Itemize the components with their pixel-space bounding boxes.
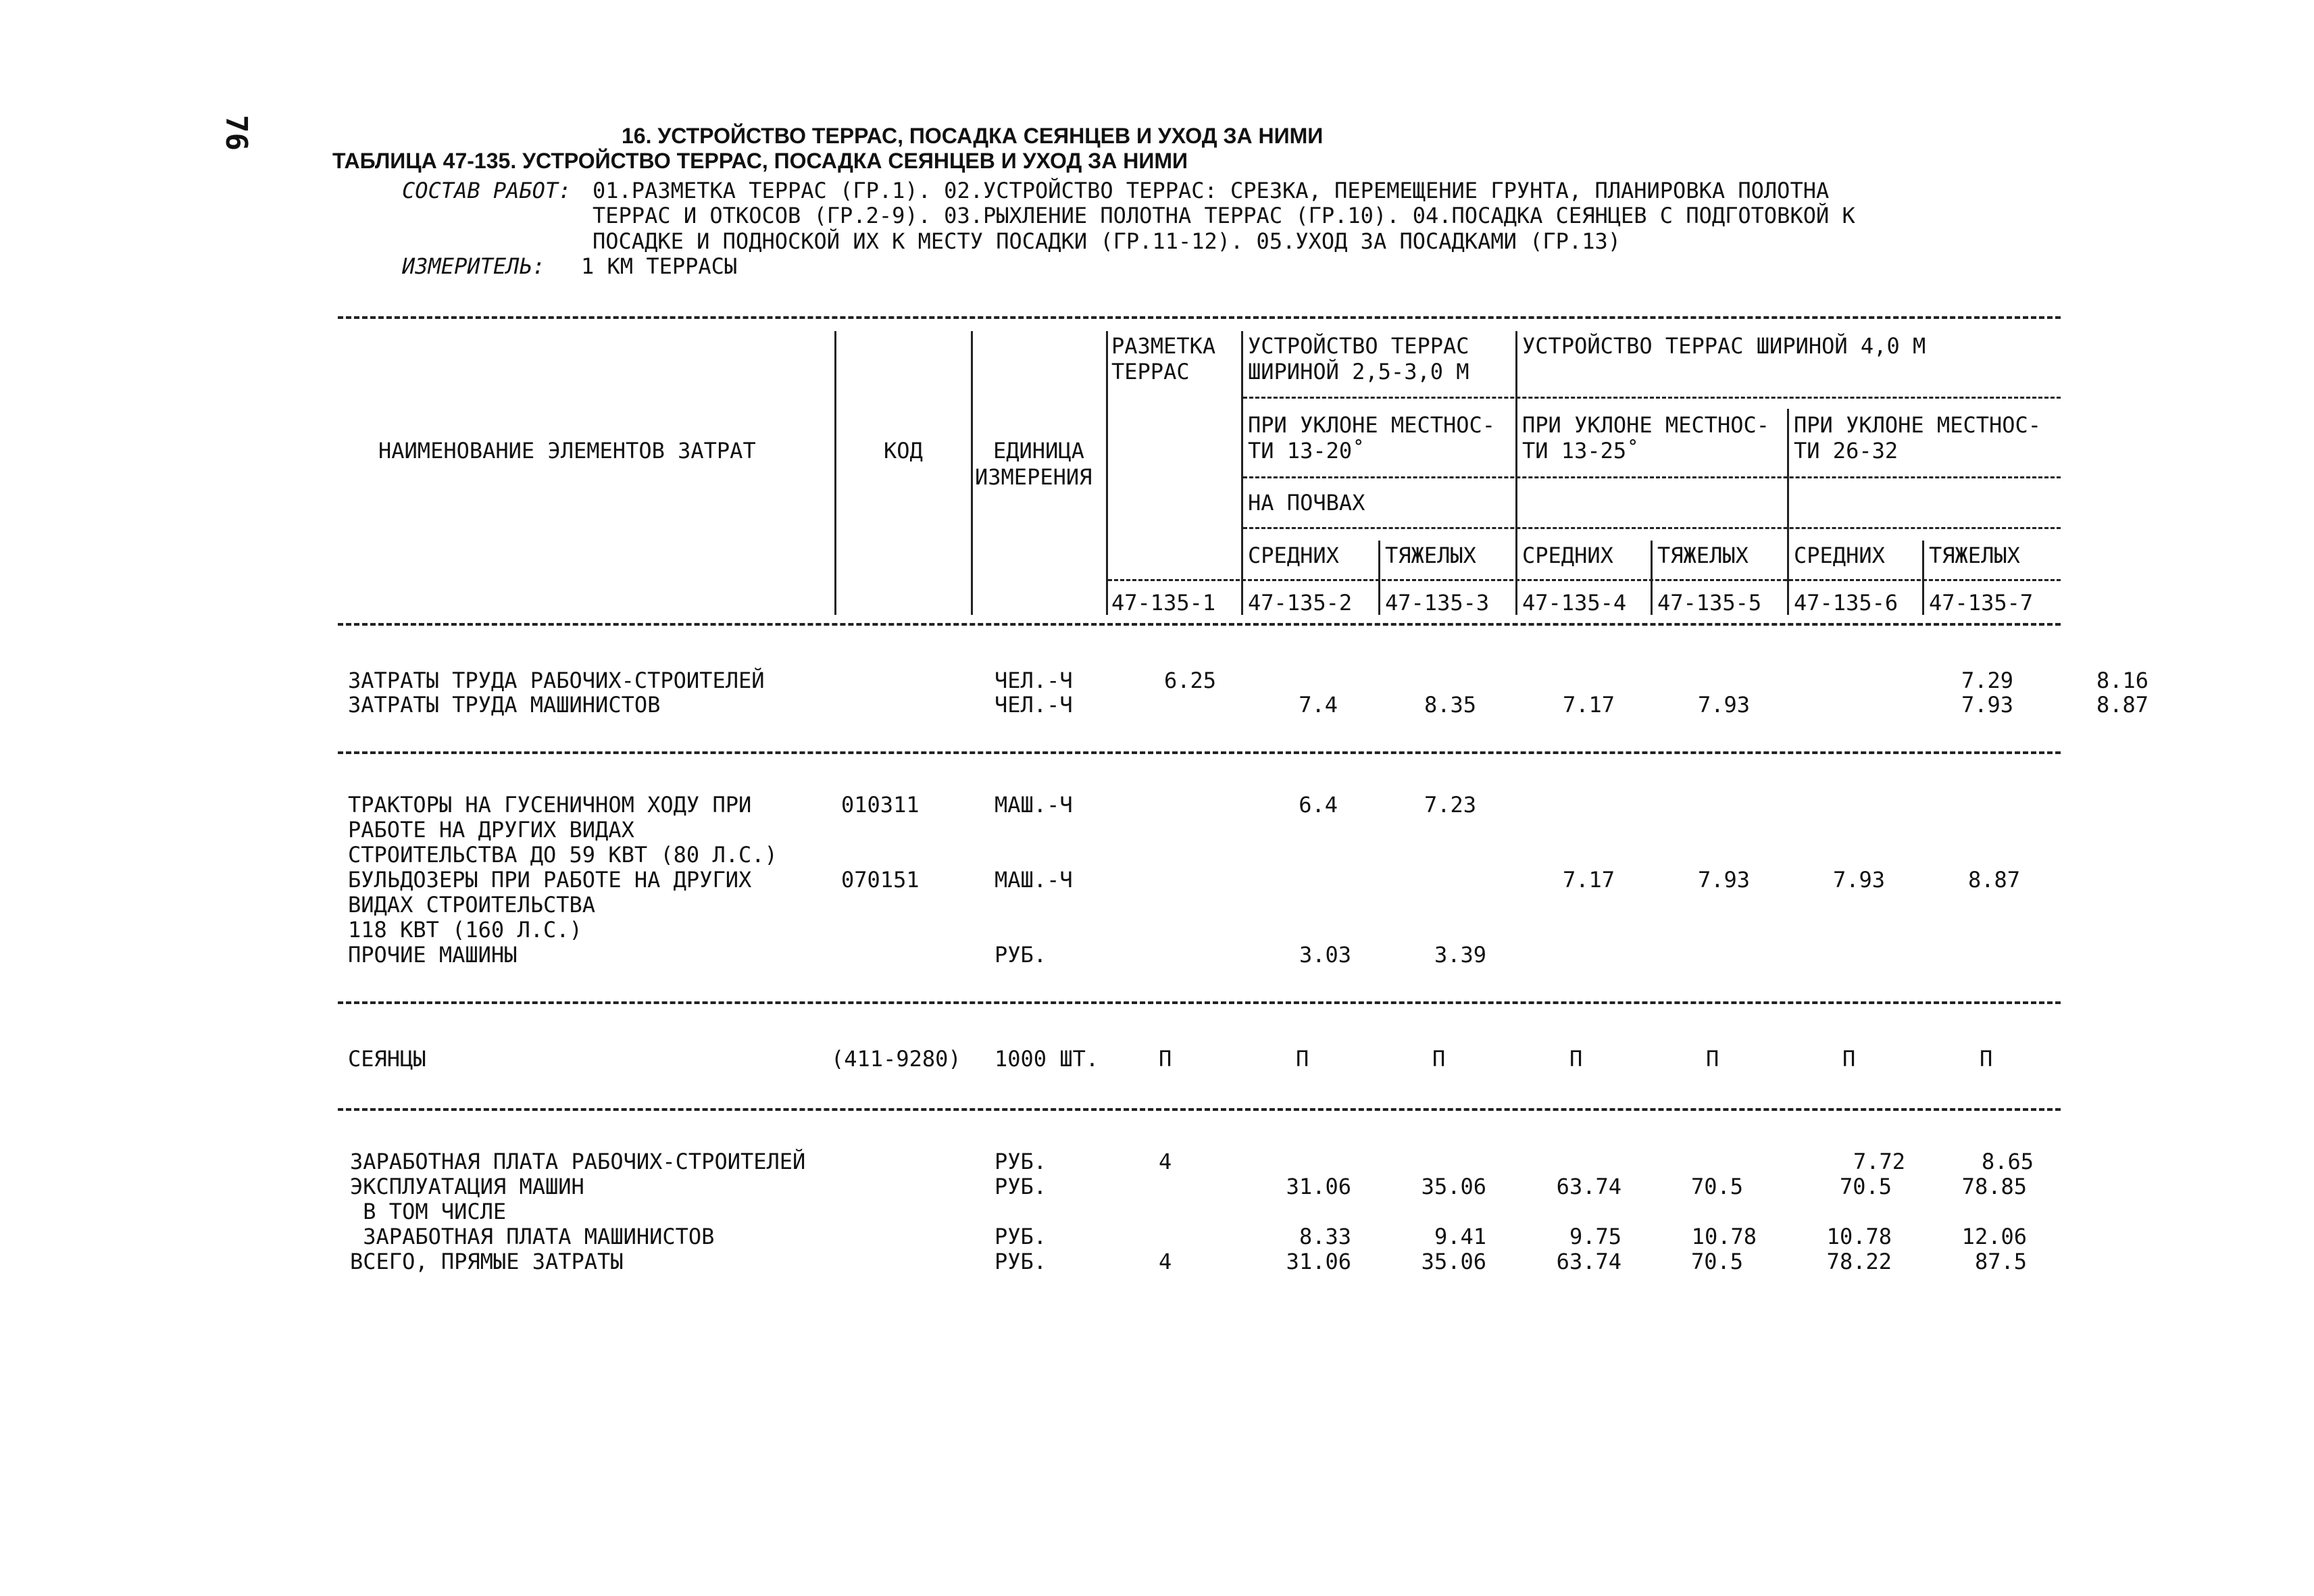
col-code-2: 47-135-2 [1248, 590, 1353, 616]
machine-name-line: 118 КВТ (160 Л.С.) [348, 917, 582, 943]
value-cell: П [1569, 1046, 1583, 1072]
value-cell: 8.87 [1967, 867, 2020, 893]
value-cell: 9.41 [1434, 1224, 1486, 1249]
value-cell: 10.78 [1826, 1224, 1892, 1249]
header-heavy-3: ТЯЖЕЛЫХ [1929, 543, 2020, 568]
value-cell: 78.22 [1826, 1249, 1892, 1274]
value-cell: 3.03 [1299, 942, 1351, 968]
machine-code: 070151 [841, 867, 920, 893]
machine-name-line: ПРОЧИЕ МАШИНЫ [348, 942, 518, 968]
value-cell: П [1706, 1046, 1719, 1072]
labor-name: ЗАТРАТЫ ТРУДА РАБОЧИХ-СТРОИТЕЛЕЙ [348, 668, 765, 693]
value-cell: 70.5 [1690, 1249, 1743, 1274]
value-cell: 7.93 [1697, 692, 1750, 718]
value-cell: 35.06 [1421, 1174, 1486, 1199]
machine-unit: РУБ. [995, 942, 1047, 968]
value-cell: 35.06 [1421, 1249, 1486, 1274]
header-rule-5 [1108, 579, 2061, 581]
header-unit-1: ЕДИНИЦА [993, 438, 1084, 464]
cost-name: В ТОМ ЧИСЛЕ [350, 1199, 507, 1224]
labor-unit: ЧЕЛ.-Ч [995, 692, 1073, 718]
value-cell: 7.17 [1562, 867, 1615, 893]
header-slope-3a: ПРИ УКЛОНЕ МЕСТНОС- [1794, 412, 2042, 438]
material-unit: 1000 ШТ. [995, 1046, 1099, 1072]
header-t40: УСТРОЙСТВО ТЕРРАС ШИРИНОЙ 4,0 М [1522, 333, 1926, 359]
cost-name: ЭКСПЛУАТАЦИЯ МАШИН [350, 1174, 584, 1199]
header-medium-1: СРЕДНИХ [1248, 543, 1339, 568]
value-cell: 9.75 [1569, 1224, 1621, 1249]
header-slope-2b: ТИ 13-25˚ [1522, 438, 1640, 464]
header-code: КОД [884, 438, 923, 464]
value-cell: 6.4 [1299, 792, 1338, 818]
section-rule-1 [338, 751, 2061, 754]
col-code-5: 47-135-5 [1657, 590, 1762, 616]
header-slope-1a: ПРИ УКЛОНЕ МЕСТНОС- [1248, 412, 1496, 438]
value-cell: 4 [1159, 1149, 1172, 1174]
work-line-2: ТЕРРАС И ОТКОСОВ (ГР.2-9). 03.РЫХЛЕНИЕ ПОЛОТНА ТЕРРАС (ГР.10). 04.ПОСАДКА СЕЯНЦЕВ С ПОДГОТОВКОЙ К [593, 203, 1855, 228]
value-cell: 7.72 [1853, 1149, 1905, 1174]
cost-name: ЗАРАБОТНАЯ ПЛАТА РАБОЧИХ-СТРОИТЕЛЕЙ [350, 1149, 806, 1174]
col-divider-c3 [1378, 541, 1380, 615]
value-cell: 3.39 [1434, 942, 1486, 968]
value-cell: 8.65 [1981, 1149, 2034, 1174]
header-unit-2: ИЗМЕРЕНИЯ [975, 464, 1092, 490]
header-slope-3b: ТИ 26-32 [1794, 438, 1898, 464]
value-cell: П [1980, 1046, 1993, 1072]
col-divider-markup [1106, 331, 1108, 615]
value-cell: 7.93 [1697, 867, 1750, 893]
cost-name: ЗАРАБОТНАЯ ПЛАТА МАШИНИСТОВ [350, 1224, 715, 1249]
header-markup-1: РАЗМЕТКА [1111, 333, 1216, 359]
section-title: 16. УСТРОЙСТВО ТЕРРАС, ПОСАДКА СЕЯНЦЕВ И УХОД ЗА НИМИ [622, 124, 1324, 148]
value-cell: 7.23 [1424, 792, 1476, 818]
header-markup-2: ТЕРРАС [1111, 359, 1190, 384]
header-rule-3 [1243, 476, 2061, 478]
value-cell: 7.93 [1832, 867, 1885, 893]
header-t25-1: УСТРОЙСТВО ТЕРРАС [1248, 333, 1469, 359]
col-code-1: 47-135-1 [1111, 590, 1216, 616]
cost-unit: РУБ. [995, 1174, 1047, 1199]
header-t25-2: ШИРИНОЙ 2,5-3,0 М [1248, 359, 1469, 384]
page-number: 76 [219, 115, 253, 151]
value-cell: 12.06 [1961, 1224, 2027, 1249]
meter-value: 1 КМ ТЕРРАСЫ [581, 253, 738, 279]
machine-name-line: ВИДАХ СТРОИТЕЛЬСТВА [348, 892, 596, 918]
value-cell: 7.93 [1961, 692, 2013, 718]
value-cell: 7.17 [1562, 692, 1615, 718]
value-cell: 7.4 [1299, 692, 1338, 718]
header-heavy-1: ТЯЖЕЛЫХ [1385, 543, 1476, 568]
col-code-7: 47-135-7 [1929, 590, 2034, 616]
col-divider-c6 [1787, 409, 1789, 615]
material-code: (411-9280) [831, 1046, 961, 1072]
cost-unit: РУБ. [995, 1249, 1047, 1274]
col-divider-code [834, 331, 836, 615]
value-cell: П [1842, 1046, 1856, 1072]
machine-unit: МАШ.-Ч [995, 867, 1073, 893]
col-divider-c4 [1515, 331, 1517, 615]
value-cell: П [1432, 1046, 1446, 1072]
col-divider-c2 [1241, 331, 1243, 615]
col-divider-c7 [1922, 541, 1924, 615]
value-cell: 31.06 [1286, 1249, 1351, 1274]
header-slope-2a: ПРИ УКЛОНЕ МЕСТНОС- [1522, 412, 1770, 438]
header-name: НАИМЕНОВАНИЕ ЭЛЕМЕНТОВ ЗАТРАТ [378, 438, 756, 464]
material-name: СЕЯНЦЫ [348, 1046, 426, 1072]
section-rule-3 [338, 1108, 2061, 1111]
value-cell: 7.29 [1961, 668, 2013, 693]
header-medium-2: СРЕДНИХ [1522, 543, 1613, 568]
table-title: ТАБЛИЦА 47-135. УСТРОЙСТВО ТЕРРАС, ПОСАДКА СЕЯНЦЕВ И УХОД ЗА НИМИ [332, 149, 1188, 173]
value-cell: 8.35 [1424, 692, 1476, 718]
value-cell: 4 [1159, 1249, 1172, 1274]
value-cell: 8.16 [2096, 668, 2148, 693]
work-line-1: 01.РАЗМЕТКА ТЕРРАС (ГР.1). 02.УСТРОЙСТВО ТЕРРАС: СРЕЗКА, ПЕРЕМЕЩЕНИЕ ГРУНТА, ПЛАНИРОВКА ПОЛОТНА [593, 178, 1830, 203]
value-cell: 87.5 [1974, 1249, 2027, 1274]
value-cell: 8.33 [1299, 1224, 1351, 1249]
machine-name-line: ТРАКТОРЫ НА ГУСЕНИЧНОМ ХОДУ ПРИ [348, 792, 752, 818]
machine-name-line: СТРОИТЕЛЬСТВА ДО 59 КВТ (80 Л.С.) [348, 842, 778, 868]
header-bottom-rule [338, 623, 2061, 626]
work-label: СОСТАВ РАБОТ: [402, 178, 572, 203]
machine-name-line: БУЛЬДОЗЕРЫ ПРИ РАБОТЕ НА ДРУГИХ [348, 867, 752, 893]
header-top-rule [338, 316, 2061, 319]
col-code-4: 47-135-4 [1522, 590, 1627, 616]
col-divider-c5 [1651, 541, 1653, 615]
work-line-3: ПОСАДКЕ И ПОДНОСКОЙ ИХ К МЕСТУ ПОСАДКИ (ГР.11-12). 05.УХОД ЗА ПОСАДКАМИ (ГР.13) [593, 228, 1621, 254]
machine-code: 010311 [841, 792, 920, 818]
section-rule-2 [338, 1001, 2061, 1004]
cost-name: ВСЕГО, ПРЯМЫЕ ЗАТРАТЫ [350, 1249, 624, 1274]
meter-label: ИЗМЕРИТЕЛЬ: [402, 253, 545, 279]
header-rule-2 [1243, 397, 2061, 399]
header-medium-3: СРЕДНИХ [1794, 543, 1885, 568]
value-cell: П [1296, 1046, 1309, 1072]
value-cell: 78.85 [1961, 1174, 2027, 1199]
col-code-6: 47-135-6 [1794, 590, 1898, 616]
machine-name-line: РАБОТЕ НА ДРУГИХ ВИДАХ [348, 817, 634, 843]
value-cell: 31.06 [1286, 1174, 1351, 1199]
value-cell: 8.87 [2096, 692, 2148, 718]
header-heavy-2: ТЯЖЕЛЫХ [1657, 543, 1749, 568]
cost-unit: РУБ. [995, 1149, 1047, 1174]
value-cell: 6.25 [1163, 668, 1216, 693]
header-slope-1b: ТИ 13-20˚ [1248, 438, 1365, 464]
labor-name: ЗАТРАТЫ ТРУДА МАШИНИСТОВ [348, 692, 661, 718]
value-cell: П [1159, 1046, 1172, 1072]
machine-unit: МАШ.-Ч [995, 792, 1073, 818]
value-cell: 63.74 [1556, 1174, 1621, 1199]
header-soils: НА ПОЧВАХ [1248, 490, 1365, 516]
value-cell: 10.78 [1691, 1224, 1757, 1249]
col-divider-unit [971, 331, 973, 615]
header-rule-4 [1243, 527, 2061, 529]
value-cell: 63.74 [1556, 1249, 1621, 1274]
value-cell: 70.5 [1690, 1174, 1743, 1199]
col-code-3: 47-135-3 [1385, 590, 1490, 616]
cost-unit: РУБ. [995, 1224, 1047, 1249]
value-cell: 70.5 [1839, 1174, 1892, 1199]
labor-unit: ЧЕЛ.-Ч [995, 668, 1073, 693]
